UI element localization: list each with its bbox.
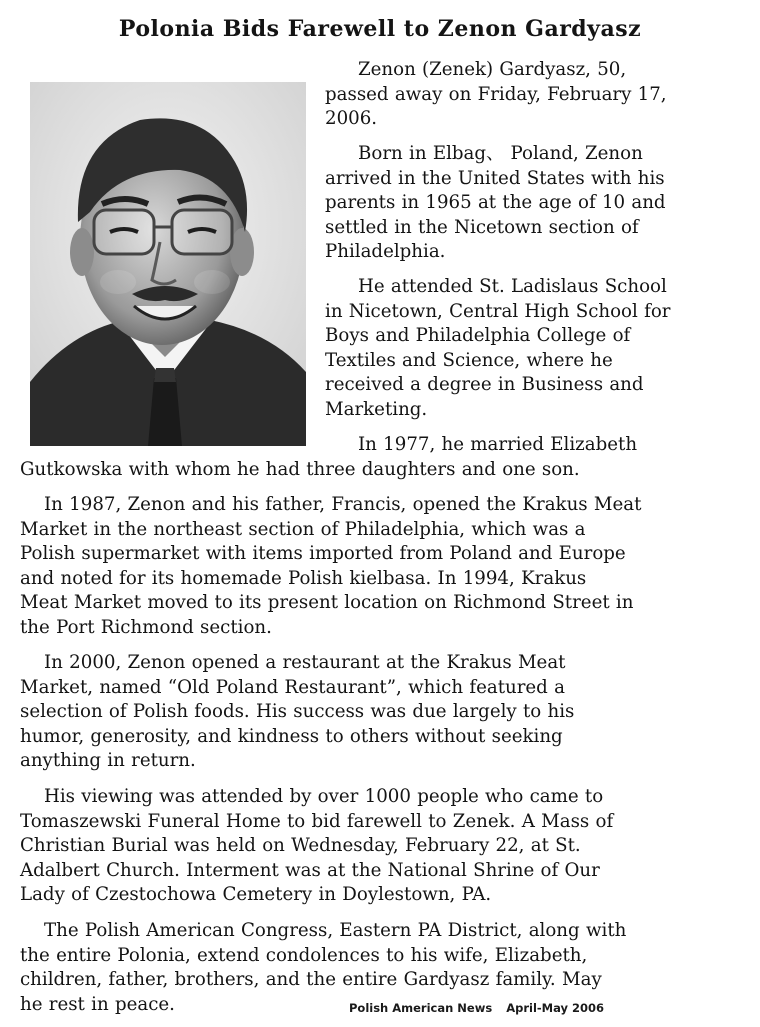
text-line: Marketing. — [325, 398, 428, 420]
text-line: Market in the northeast section of Philadelphia, which was a — [20, 518, 586, 540]
text-line: Christian Burial was held on Wednesday, February 22, at St. — [20, 835, 581, 857]
text-line: His viewing was attended by over 1000 people who came to — [44, 786, 604, 807]
text-line: Gutkowska with whom he had three daughters and one son. — [20, 458, 580, 480]
text-line: In 2000, Zenon opened a restaurant at the Krakus Meat — [44, 652, 566, 673]
paragraph-birth — [325, 142, 666, 265]
text-line: Meat Market moved to its present location on Richmond Street in — [20, 592, 634, 614]
text-line: he rest in peace. — [20, 993, 175, 1015]
publication-name: Polish American News — [349, 1001, 493, 1015]
text-line: Philadelphia. — [325, 241, 446, 263]
text-line: Zenon (Zenek) Gardyasz, 50, — [358, 59, 627, 80]
text-line: The Polish American Congress, Eastern PA District, along with — [44, 920, 627, 941]
text-line: and noted for its homemade Polish kielbasa. In 1994, Krakus — [20, 567, 587, 589]
text-line: arrived in the United States with his — [325, 167, 665, 189]
text-line: received a degree in Business and — [325, 374, 644, 396]
text-line: the Port Richmond section. — [20, 616, 272, 638]
text-line: Polish supermarket with items imported from Poland and Europe — [20, 543, 626, 565]
paragraph-krakus-market — [20, 493, 641, 641]
portrait-photo — [30, 82, 306, 446]
text-line: settled in the Nicetown section of — [325, 216, 639, 238]
text-line: Lady of Czestochowa Cemetery in Doylestown, PA. — [20, 884, 492, 906]
paragraph-marriage — [20, 433, 637, 482]
text-line: He attended St. Ladislaus School — [358, 276, 667, 297]
text-line: anything in return. — [20, 750, 196, 772]
text-line: Boys and Philadelphia College of — [325, 325, 631, 347]
text-line: Textiles and Science, where he — [325, 349, 613, 371]
text-line: Adalbert Church. Interment was at the National Shrine of Our — [20, 859, 600, 881]
paragraph-education — [325, 275, 670, 423]
paragraph-death-notice — [325, 58, 667, 132]
text-line: Born in Elbag、 Poland, Zenon — [358, 143, 643, 164]
text-line: passed away on Friday, February 17, — [325, 83, 667, 105]
publication-footer — [349, 1001, 604, 1015]
text-line: Tomaszewski Funeral Home to bid farewell to Zenek. A Mass of — [20, 810, 614, 832]
text-line: humor, generosity, and kindness to others without seeking — [20, 725, 563, 747]
text-line: In 1987, Zenon and his father, Francis, opened the Krakus Meat — [44, 494, 642, 515]
text-line: in Nicetown, Central High School for — [325, 300, 671, 322]
text-line: In 1977, he married Elizabeth — [358, 434, 638, 455]
publication-issue: April-May 2006 — [506, 1001, 605, 1015]
text-line: Market, named “Old Poland Restaurant”, which featured a — [20, 676, 565, 698]
text-line: parents in 1965 at the age of 10 and — [325, 192, 666, 214]
text-line: 2006. — [325, 108, 378, 130]
text-line: children, father, brothers, and the entire Gardyasz family. May — [20, 969, 602, 991]
article-title: Polonia Bids Farewell to Zenon Gardyasz — [118, 16, 642, 42]
text-line: the entire Polonia, extend condolences to his wife, Elizabeth, — [20, 944, 588, 966]
paragraph-restaurant — [20, 651, 574, 774]
text-line: selection of Polish foods. His success was due largely to his — [20, 701, 575, 723]
paragraph-funeral — [20, 785, 613, 908]
